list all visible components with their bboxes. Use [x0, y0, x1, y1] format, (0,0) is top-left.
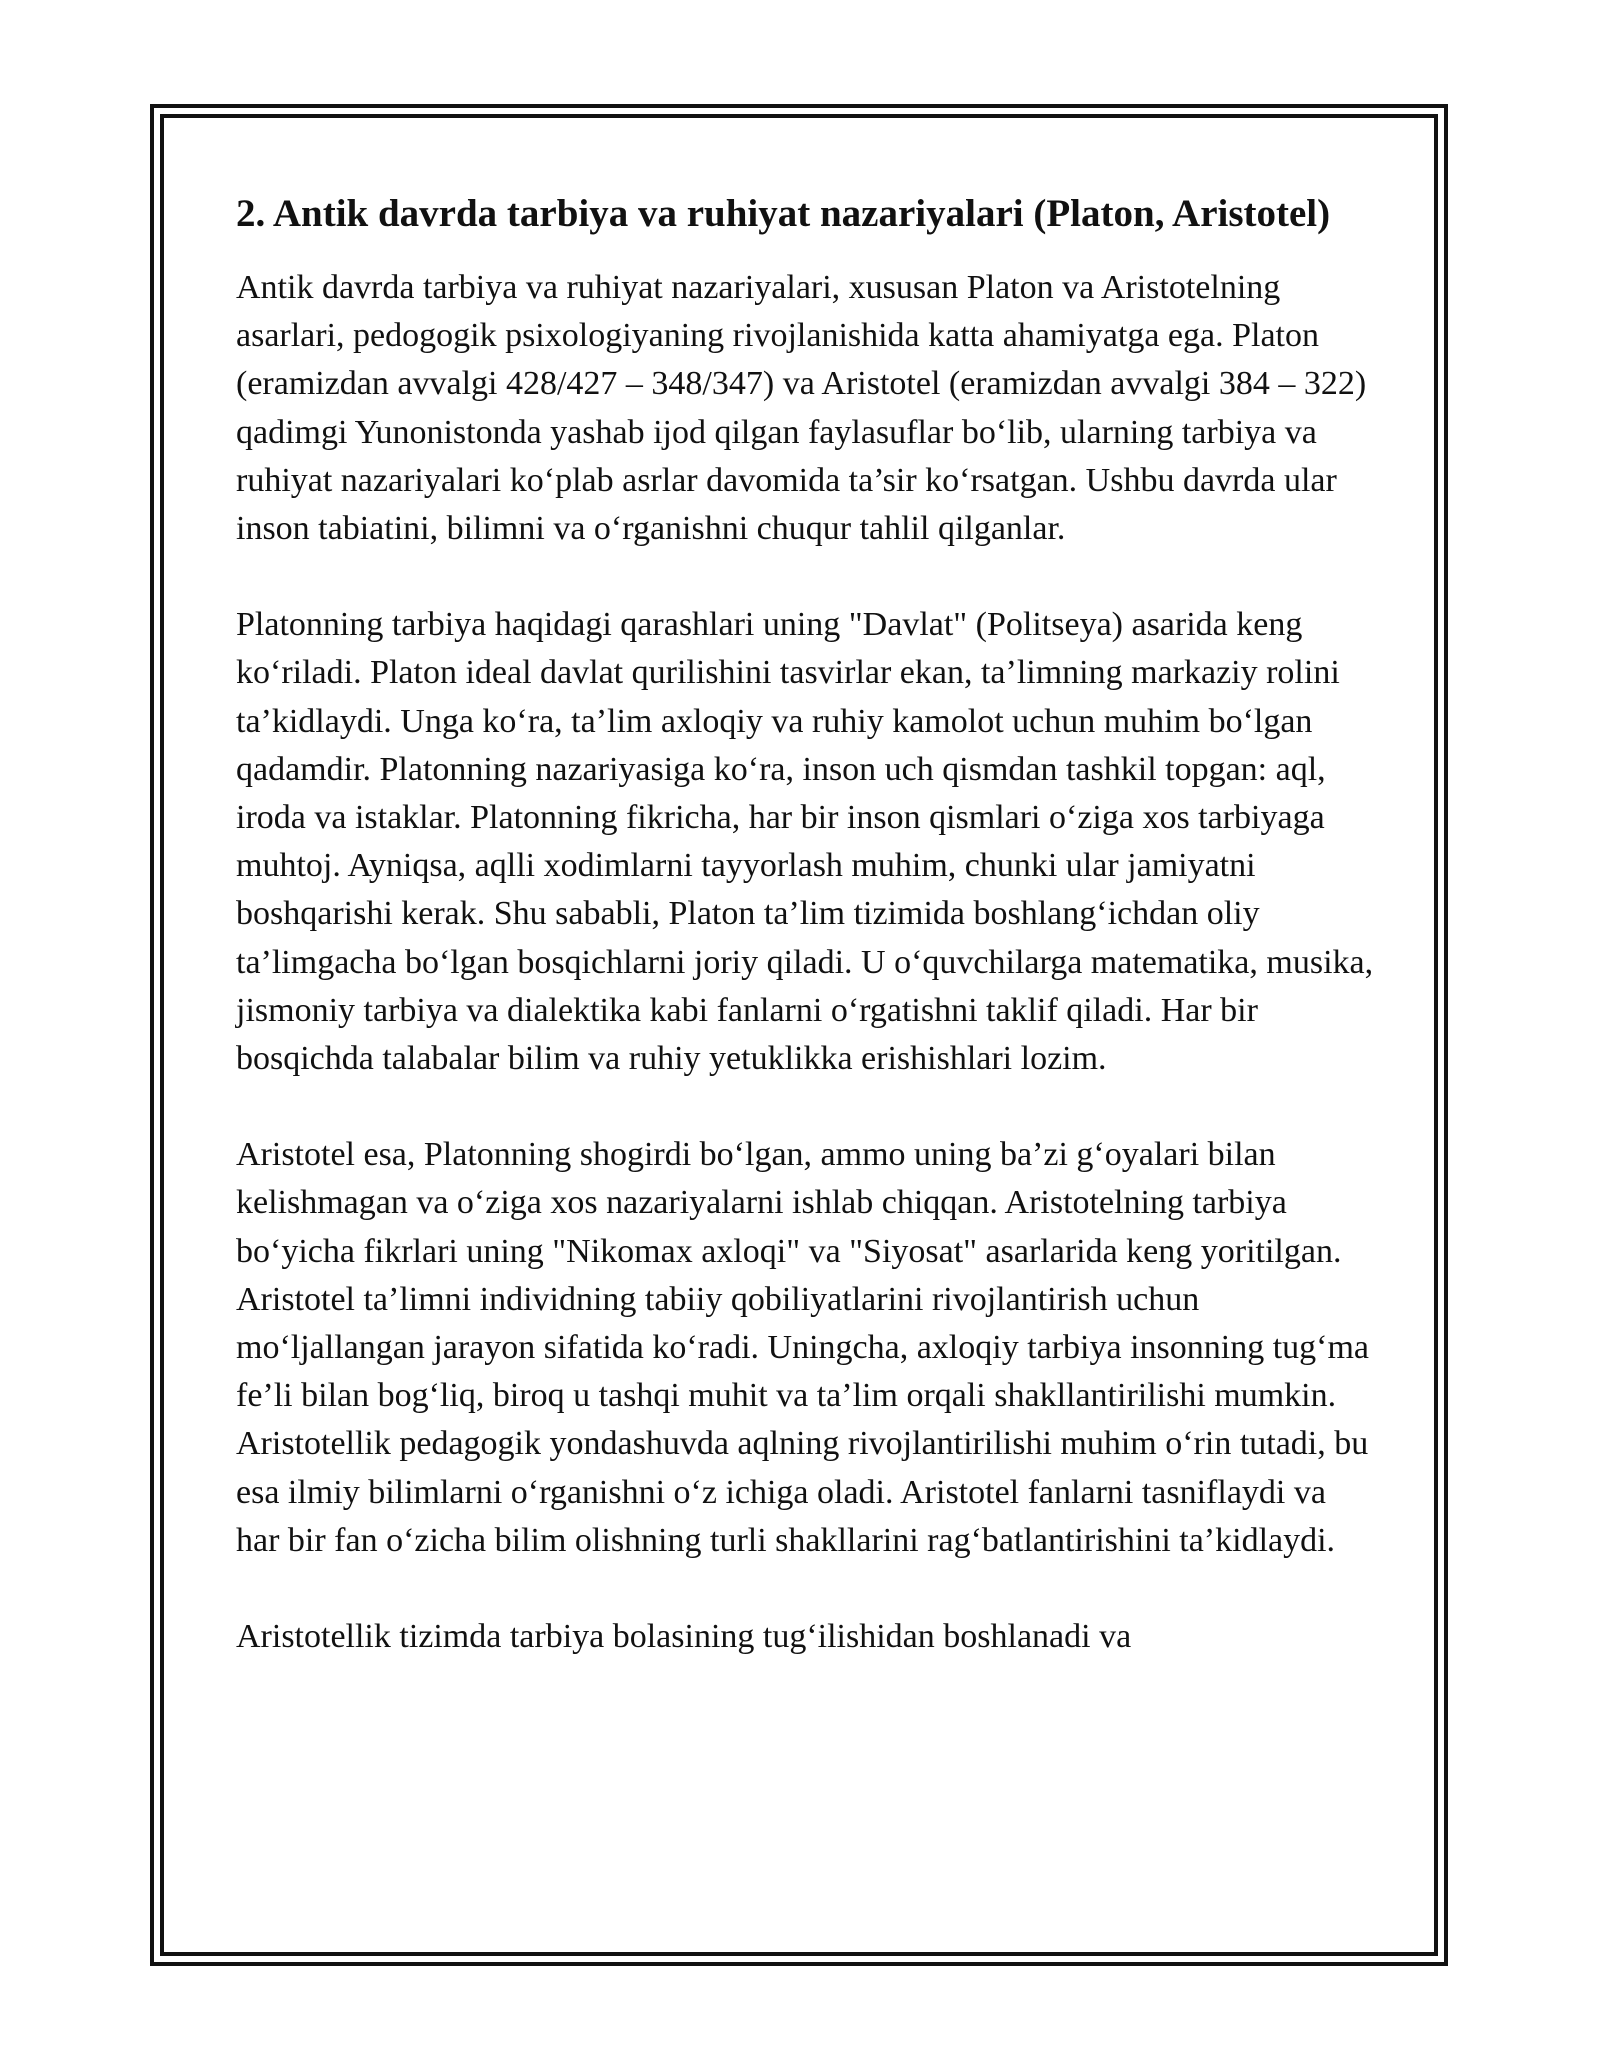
paragraph-aristotel-system: Aristotellik tizimda tarbiya bolasining tug‘ilishidan boshlanadi va — [236, 1618, 1132, 1656]
document-body — [236, 186, 1376, 1709]
paragraph-aristotel: Aristotel esa, Platonning shogirdi bo‘lgan, ammo uning ba’zi g‘oyalari bilan kelishmagan va o‘ziga xos nazariyalarni ishlab chiqqan. Aristotelning tarbiya bo‘yicha fikrlari uning "Nikomax axloqi" va "Siyosat" asarlarida keng yoritilgan. Aristotel ta’limni individning tabiiy qobiliyatlarini rivojlantirish uchun mo‘ljallangan jarayon sifatida ko‘radi. Uningcha, axloqiy tarbiya insonning tug‘ma fe’li bilan bog‘liq, biroq u tashqi muhit va ta’lim orqali shakllantirilishi mumkin. Aristotellik pedagogik yondashuvda aqlning rivojlantirilishi muhim o‘rin tutadi, bu esa ilmiy bilimlarni o‘rganishni o‘z ichiga oladi. Aristotel fanlarni tasniflaydi va har bir fan o‘zicha bilim olishning turli shakllarini rag‘batlantirishini ta’kidlaydi. — [236, 1136, 1370, 1559]
section-heading: 2. Antik davrda tarbiya va ruhiyat nazariyalari (Platon, Aristotel) — [236, 192, 1331, 235]
paragraph-platon: Platonning tarbiya haqidagi qarashlari uning "Davlat" (Politseya) asarida keng ko‘riladi. Platon ideal davlat qurilishini tasvirlar ekan, ta’limning markaziy rolini ta’kidlaydi. Unga ko‘ra, ta’lim axloqiy va ruhiy kamolot uchun muhim bo‘lgan qadamdir. Platonning nazariyasiga ko‘ra, inson uch qismdan tashkil topgan: aql, iroda va istaklar. Platonning fikricha, har bir inson qismlari o‘ziga xos tarbiyaga muhtoj. Ayniqsa, aqlli xodimlarni tayyorlash muhim, chunki ular jamiyatni boshqarishi kerak. Shu sababli, Platon ta’lim tizimida boshlang‘ichdan oliy ta’limgacha bo‘lgan bosqichlarni joriy qiladi. U o‘quvchilarga matematika, musika, jismoniy tarbiya va dialektika kabi fanlarni o‘rgatishni taklif qiladi. Har bir bosqichda talabalar bilim va ruhiy yetuklikka erishishlari lozim. — [236, 606, 1374, 1078]
paragraph-intro: Antik davrda tarbiya va ruhiyat nazariyalari, xususan Platon va Aristotelning asarlari, pedogogik psixologiyaning rivojlanishida katta ahamiyatga ega. Platon (eramizdan avvalgi 428/427 – 348/347) va Aristotel (eramizdan avvalgi 384 – 322) qadimgi Yunonistonda yashab ijod qilgan faylasuflar bo‘lib, ularning tarbiya va ruhiyat nazariyalari ko‘plab asrlar davomida ta’sir ko‘rsatgan. Ushbu davrda ular inson tabiatini, bilimni va o‘rganishni chuqur tahlil qilganlar. — [236, 269, 1367, 548]
